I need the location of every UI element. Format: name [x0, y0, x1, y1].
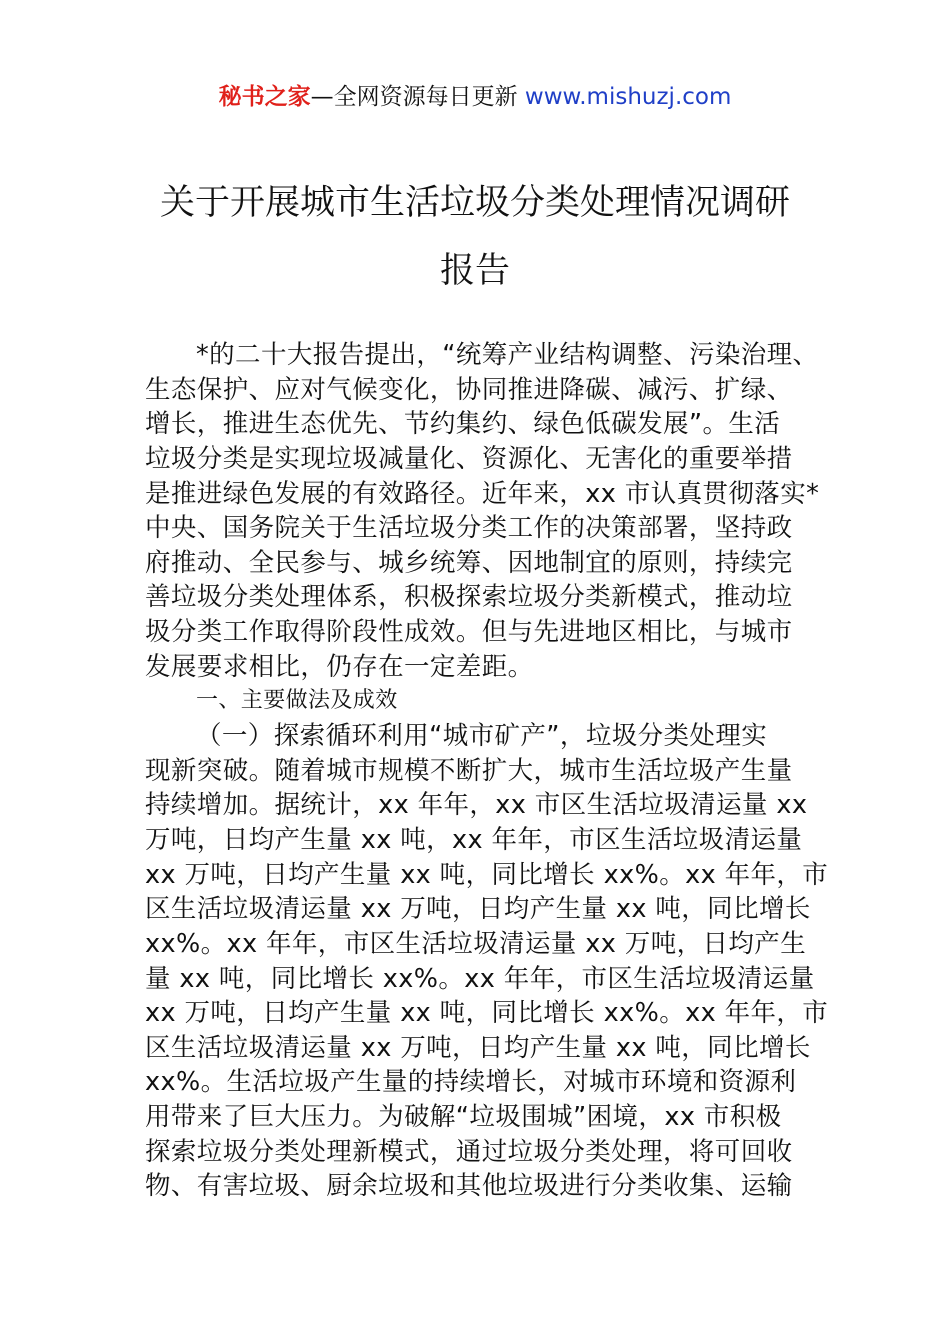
body-line: xx 万吨，日均产生量 xx 吨，同比增长 xx%。xx 年年，市 — [145, 859, 829, 890]
body-line: 量 xx 吨，同比增长 xx%。xx 年年，市区生活垃圾清运量 — [145, 963, 815, 994]
body-line: xx%。xx 年年，市区生活垃圾清运量 xx 万吨，日均产生 — [145, 928, 807, 959]
body-line: 是推进绿色发展的有效路径。近年来，xx 市认真贯彻落实* — [145, 478, 820, 509]
body-line: 生态保护、应对气候变化，协同推进降碳、减污、扩绿、 — [145, 374, 793, 405]
body-line: 用带来了巨大压力。为破解“垃圾围城”困境，xx 市积极 — [145, 1102, 782, 1133]
site-url-link[interactable]: www.mishuzj.com — [524, 84, 732, 110]
body-line: 持续增加。据统计，xx 年年，xx 市区生活垃圾清运量 xx — [145, 790, 808, 821]
body-line: 物、有害垃圾、厨余垃圾和其他垃圾进行分类收集、运输 — [145, 1171, 793, 1202]
body-line: 发展要求相比，仍存在一定差距。 — [145, 651, 534, 682]
site-brand: 秘书之家 — [218, 84, 311, 110]
body-line: 区生活垃圾清运量 xx 万吨，日均产生量 xx 吨，同比增长 — [145, 1032, 811, 1063]
subsection-heading-line: （一）探索循环利用“城市矿产”，垃圾分类处理实 — [196, 721, 768, 752]
section-heading: 一、主要做法及成效 — [196, 688, 398, 714]
body-line: 万吨，日均产生量 xx 吨，xx 年年，市区生活垃圾清运量 — [145, 824, 803, 855]
body-line: 垃圾分类是实现垃圾减量化、资源化、无害化的重要举措 — [145, 443, 793, 474]
site-tagline: —全网资源每日更新 — [310, 84, 525, 110]
body-line: 善垃圾分类处理体系，积极探索垃圾分类新模式，推动垃 — [145, 582, 793, 613]
body-line: 中央、国务院关于生活垃圾分类工作的决策部署，坚持政 — [145, 513, 793, 544]
body-line: 府推动、全民参与、城乡统筹、因地制宜的原则，持续完 — [145, 547, 793, 578]
body-line: *的二十大报告提出，“统筹产业结构调整、污染治理、 — [196, 340, 819, 370]
document-title-line-1: 关于开展城市生活垃圾分类处理情况调研 — [159, 183, 790, 223]
site-header — [0, 80, 950, 114]
body-line: xx%。生活垃圾产生量的持续增长，对城市环境和资源利 — [145, 1067, 797, 1098]
document-body — [145, 338, 829, 1204]
body-line: 探索垃圾分类处理新模式，通过垃圾分类处理，将可回收 — [145, 1136, 793, 1167]
body-line: 现新突破。随着城市规模不断扩大，城市生活垃圾产生量 — [145, 755, 793, 786]
body-line: 增长，推进生态优先、节约集约、绿色低碳发展”。生活 — [145, 409, 781, 440]
body-line: 圾分类工作取得阶段性成效。但与先进地区相比，与城市 — [145, 617, 793, 648]
body-line: 区生活垃圾清运量 xx 万吨，日均产生量 xx 吨，同比增长 — [145, 894, 811, 925]
body-line: xx 万吨，日均产生量 xx 吨，同比增长 xx%。xx 年年，市 — [145, 998, 829, 1029]
document-title-line-2: 报告 — [439, 251, 510, 291]
